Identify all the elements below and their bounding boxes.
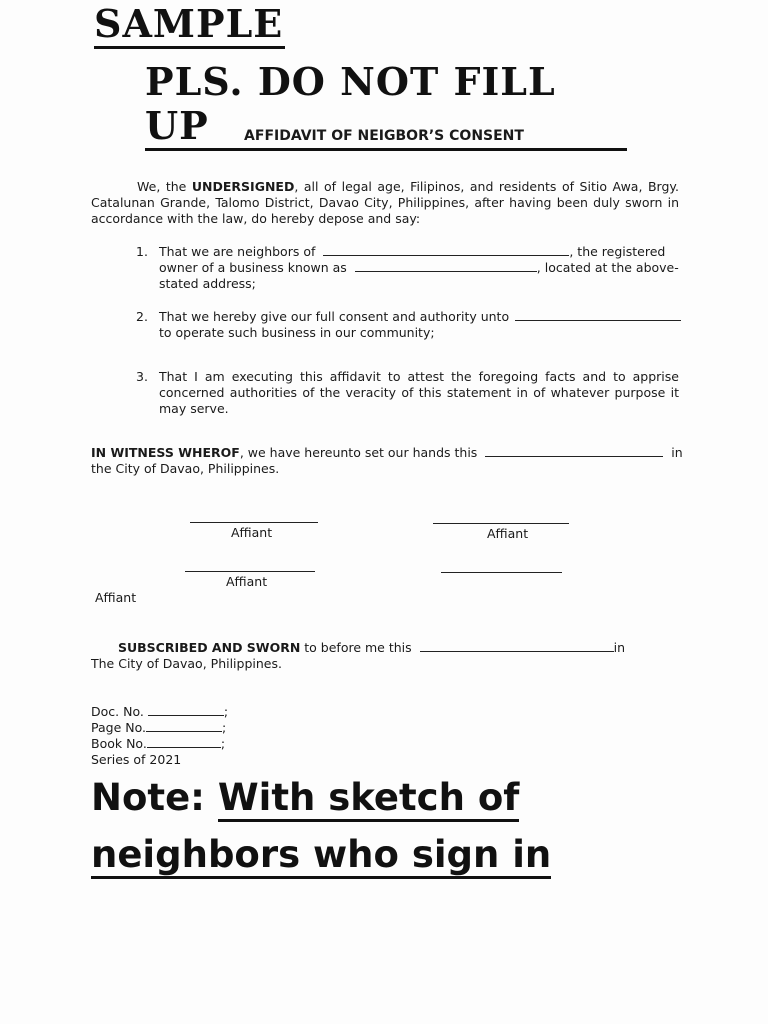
doc-no-suffix: ;: [223, 704, 229, 719]
intro-rest: , all of legal age, Filipinos, and residents of Sitio Awa, Brgy. Catalunan Grande, Talomo District, Davao City, Philippines, after having been duly sworn in accordance with the law, do hereby depose and say:: [91, 179, 679, 226]
item-2-text-a: That we hereby give our full consent and authority unto: [159, 309, 510, 324]
note-line-1: [91, 776, 519, 820]
witness-in: in: [671, 445, 683, 460]
page-no-label: Page No.: [91, 720, 146, 735]
intro-bold: UNDERSIGNED: [191, 179, 295, 194]
subscribed-in: in: [613, 640, 626, 655]
intro-lead: We, the: [137, 179, 192, 194]
item-number: 1.: [136, 244, 148, 259]
witness-line-1: [91, 445, 681, 461]
item-1-text-c: owner of a business known as: [159, 260, 347, 275]
witness-text: , we have hereunto set our hands this: [239, 445, 478, 460]
intro-paragraph: [91, 179, 679, 227]
note-label: Note:: [91, 776, 205, 819]
subscribed-line-1: [118, 640, 638, 656]
subscribed-text: to before me this: [300, 640, 412, 655]
item-1-line-2: [159, 260, 679, 276]
page-no-blank[interactable]: [146, 720, 222, 732]
affiant-label: Affiant: [487, 526, 529, 541]
affiant-label: Affiant: [95, 590, 137, 605]
book-no-row: [91, 736, 225, 752]
book-no-blank[interactable]: [147, 736, 221, 748]
subscribed-date-blank[interactable]: [420, 640, 614, 652]
item-3-text: That I am executing this affidavit to attest the foregoing facts and to apprise concerned authorities of the veracity of this statement in of whatever purpose it may serve.: [159, 369, 679, 416]
document-title: AFFIDAVIT OF NEIGBOR’S CONSENT: [244, 128, 524, 144]
signature-line[interactable]: [185, 571, 315, 572]
affiant-label: Affiant: [231, 525, 273, 540]
item-1-text-b: , the registered: [569, 244, 666, 259]
note-text-2: neighbors who sign in: [91, 833, 551, 879]
item-1-line-1: [159, 244, 679, 260]
business-name-blank[interactable]: [355, 260, 537, 272]
book-no-suffix: ;: [220, 736, 226, 751]
signature-line[interactable]: [190, 522, 318, 523]
subscribed-line-2: The City of Davao, Philippines.: [91, 656, 282, 671]
item-1-text-a: That we are neighbors of: [159, 244, 316, 259]
doc-no-blank[interactable]: [148, 704, 224, 716]
doc-no-row: [91, 704, 228, 720]
sample-stamp: SAMPLE: [94, 2, 285, 49]
page-no-suffix: ;: [222, 720, 227, 735]
book-no-label: Book No.: [91, 736, 147, 751]
affiant-label: Affiant: [226, 574, 268, 589]
series-row: Series of 2021: [91, 752, 182, 767]
item-1-text-d: , located at the above-: [536, 260, 679, 275]
note-text-1: With sketch of: [218, 776, 520, 822]
doc-no-label: Doc. No.: [91, 704, 144, 719]
page-no-row: [91, 720, 226, 736]
signature-line[interactable]: [441, 572, 562, 573]
signature-line[interactable]: [433, 523, 569, 524]
do-not-fill-stamp: PLS. DO NOT FILL UP: [145, 60, 627, 151]
witness-bold: IN WITNESS WHEROF: [91, 445, 240, 460]
neighbor-name-blank[interactable]: [323, 244, 569, 256]
subscribed-bold: SUBSCRIBED AND SWORN: [118, 640, 301, 655]
item-1-line-3: stated address;: [159, 276, 256, 291]
item-2-line-1: [159, 309, 679, 325]
authority-name-blank[interactable]: [515, 309, 681, 321]
note-line-2: [91, 833, 551, 877]
item-2-line-2: to operate such business in our community;: [159, 325, 435, 340]
witness-date-blank[interactable]: [485, 445, 663, 457]
witness-line-2: the City of Davao, Philippines.: [91, 461, 280, 476]
item-number: 3.: [136, 369, 148, 384]
item-number: 2.: [136, 309, 148, 324]
